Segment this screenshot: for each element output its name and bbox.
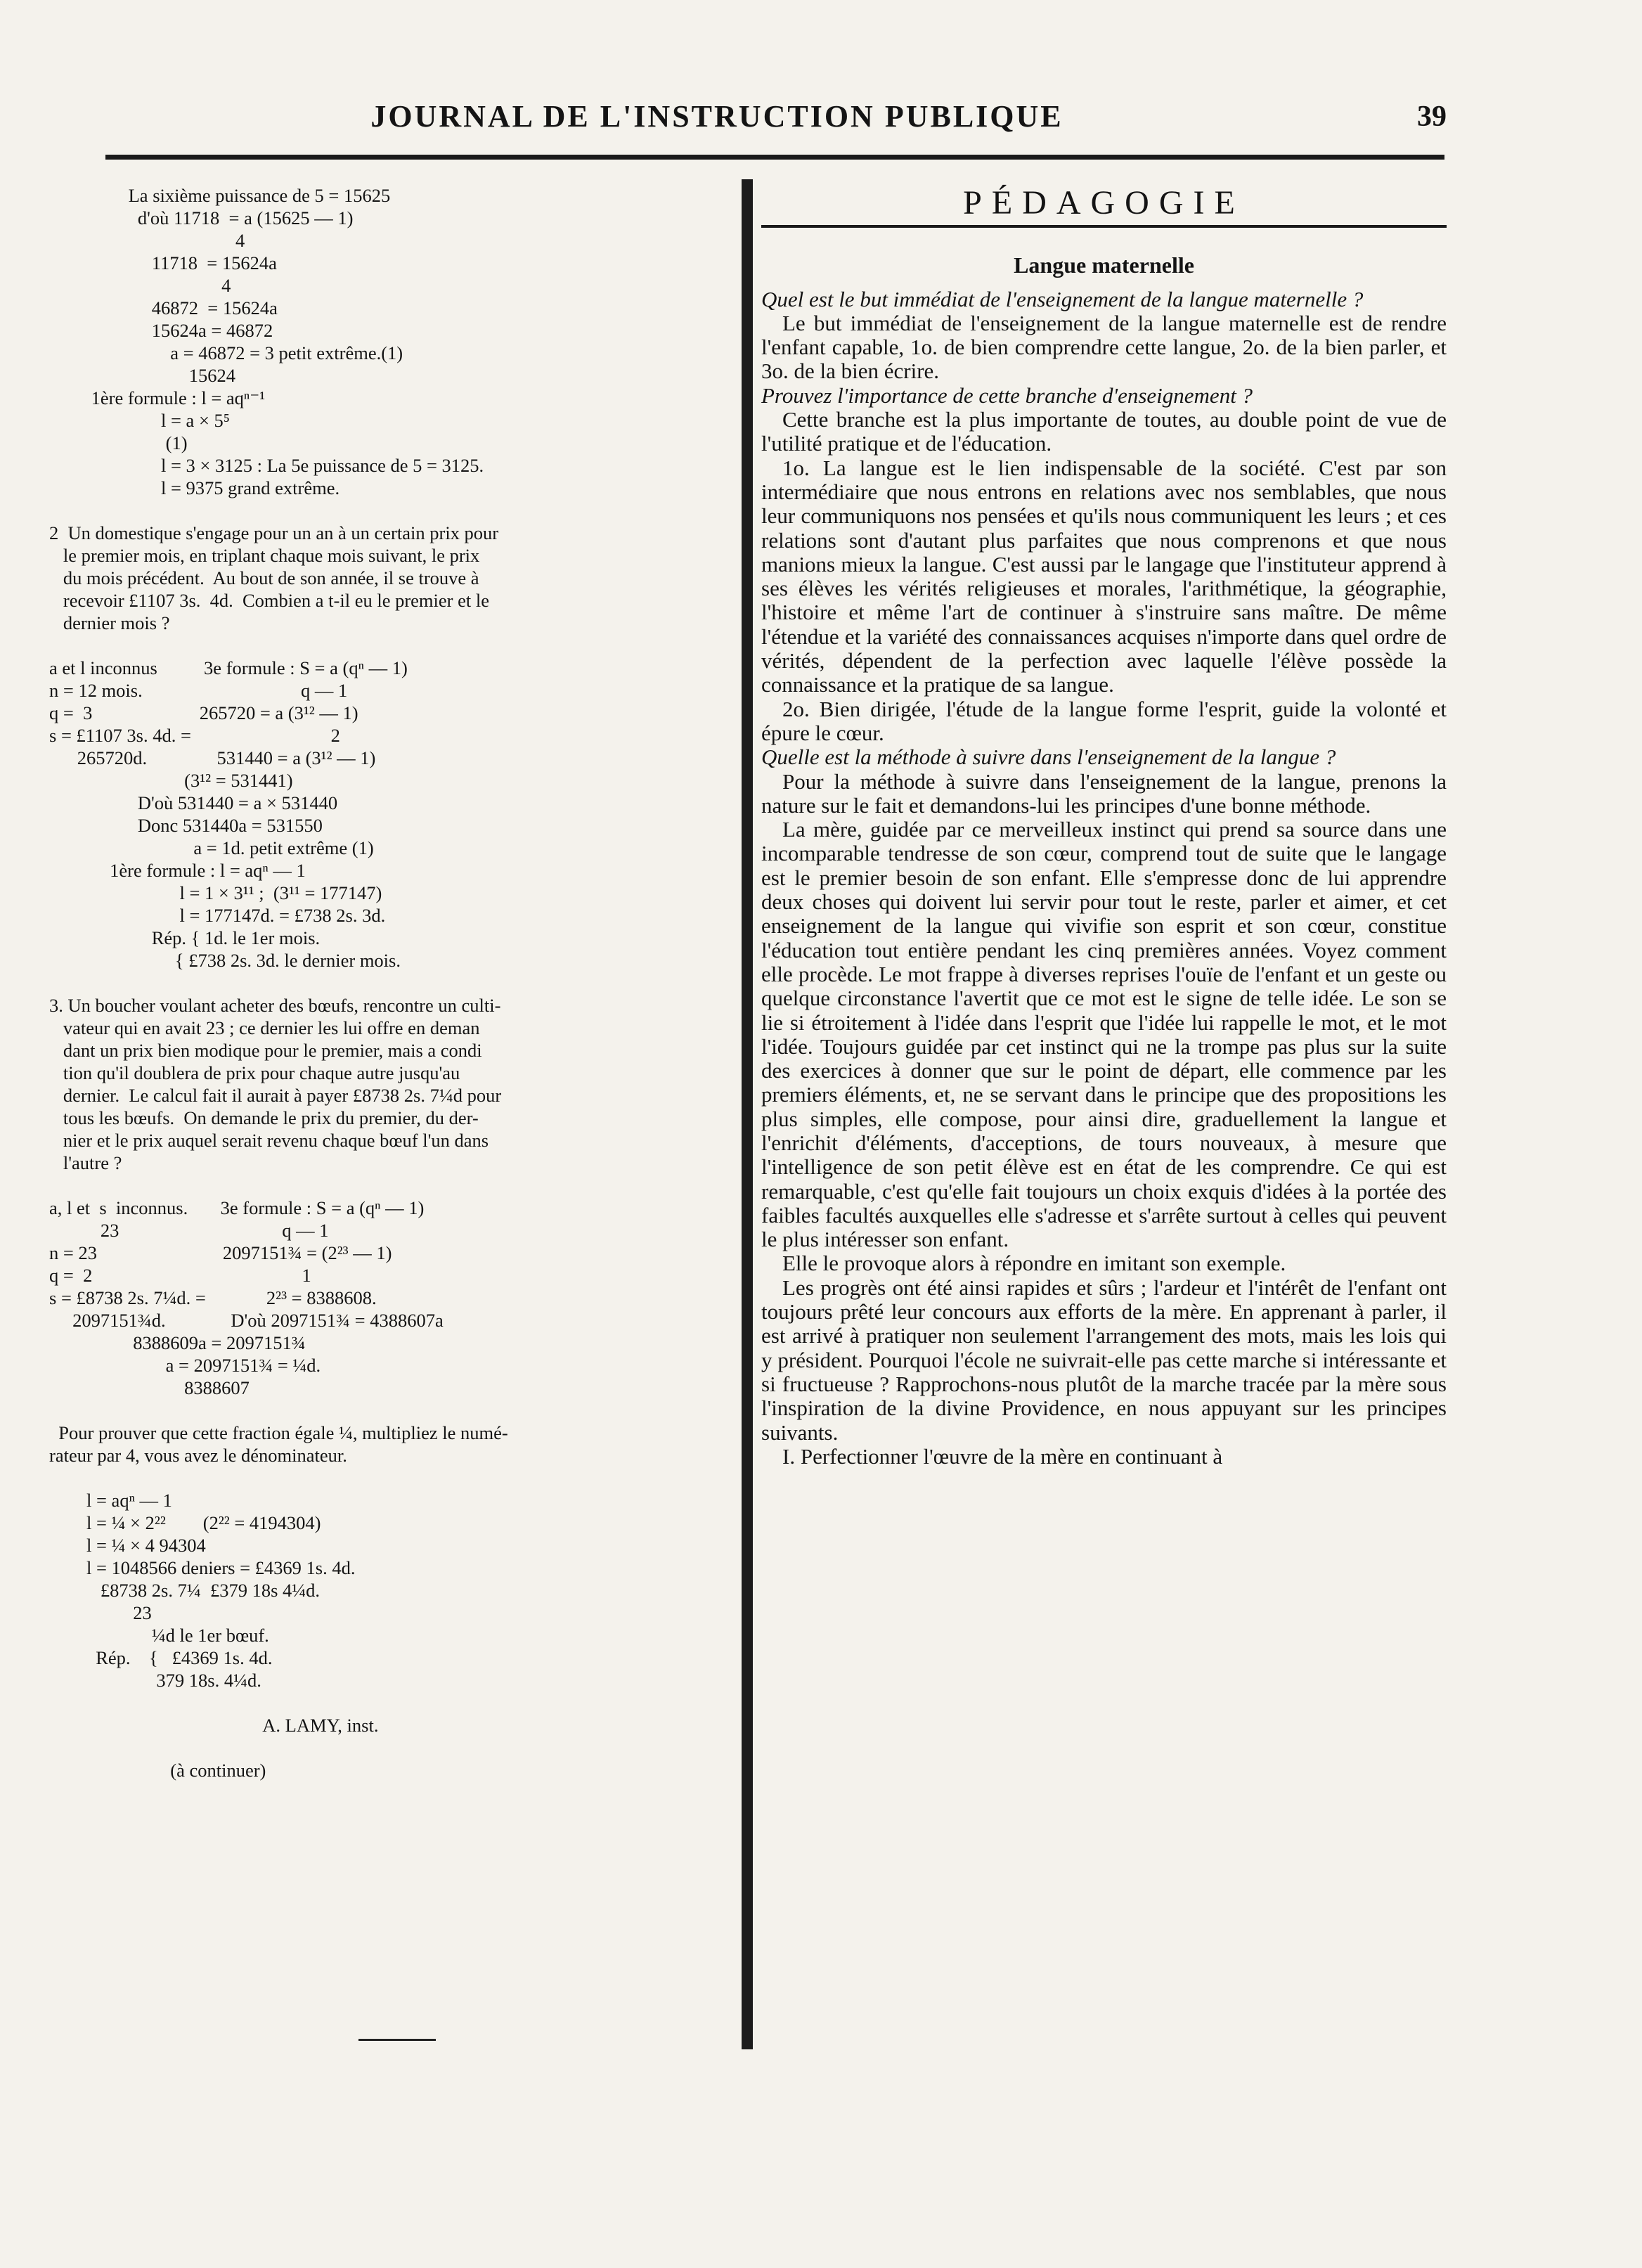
math-line: l = 177147d. = £738 2s. 3d. xyxy=(49,905,386,926)
math-line xyxy=(49,1467,745,1489)
paragraph: Cette branche est la plus importante de toutes, au double point de vue de l'utilité pratique et de l'éducation. xyxy=(761,407,1447,456)
math-line: tion qu'il doublera de prix pour chaque autre jusqu'au xyxy=(49,1062,460,1083)
math-line: Pour prouver que cette fraction égale ¼, multipliez le numé- xyxy=(49,1422,508,1443)
math-line: (à continuer) xyxy=(49,1760,266,1781)
section-title: PÉDAGOGIE xyxy=(963,184,1245,221)
paragraph: Les progrès ont été ainsi rapides et sûrs ; l'ardeur et l'intérêt de l'enfant ont toujours prêté leur concours aux efforts de la mère. En apprenant à parler, il est arrivé à pratiquer non seulement l'arrangement des mots, mais les lois qui y président. Pourquoi l'école ne suivrait-elle pas cette marche si intéressante et si fructueuse ? Rapprochons-nous plutôt de la marche tracée par la mère sous l'inspiration de la divine Providence, en nous appuyant sur les principes suivants. xyxy=(761,1275,1447,1445)
math-line xyxy=(49,499,745,522)
math-line: l = aqⁿ — 1 xyxy=(49,1490,172,1511)
math-line: Rép. { £4369 1s. 4d. xyxy=(49,1647,273,1668)
math-line: 8388609a = 2097151¾ xyxy=(49,1332,306,1353)
paragraph: La mère, guidée par ce merveilleux instinct qui prend sa source dans une incomparable tendresse de son cœur, comprend tout de suite que le langage est le premier besoin de son enfant. Elle s'empresse donc de lui apprendre deux choses qui doivent lui servir pour tout le reste, parler et aimer, et cet enseignement de la langue qui vivifie son esprit et son cœur, constitue l'éducation tout entière pendant les cinq premières années. Voyez comment elle procède. Le mot frappe à diverses reprises l'ouïe de l'enfant et un geste ou quelque circonstance l'avertit que ce mot est le signe de telle idée. Le son se lie si étroitement à l'idée dans l'esprit que l'idée lui rappelle le mot, et le mot l'idée. Toujours guidée par cet instinct qui ne la trompe pas plus sur la suite des exercices à donner que sur le point de départ, elle commence par les premiers éléments, et, ne se servant dans le principe que des propositions les plus simples, elle compose, pour ainsi dire, graduellement la langue et l'enrichit d'éléments, d'acceptions, de tours nouveaux, à mesure que l'intelligence de son petit élève est en état de les comprendre. Ce qui est remarquable, c'est qu'elle fait toujours un choix exquis d'idées à la portée des faibles facultés auxquelles elle s'adresse et s'arrête surtout à celles qui peuvent le plus intéresser son enfant. xyxy=(761,817,1447,1252)
math-line: A. LAMY, inst. xyxy=(49,1715,379,1736)
math-line: s = £1107 3s. 4d. = 2 xyxy=(49,725,340,746)
math-line: l = 3 × 3125 : La 5e puissance de 5 = 3125. xyxy=(49,455,484,476)
math-line: l = ¼ × 2²² (2²² = 4194304) xyxy=(49,1512,321,1533)
math-line: 15624a = 46872 xyxy=(49,320,273,341)
paragraph: Elle le provoque alors à répondre en imitant son exemple. xyxy=(782,1251,1286,1276)
math-line: ¼d le 1er bœuf. xyxy=(49,1625,269,1646)
math-line: l = 9375 grand extrême. xyxy=(49,477,340,498)
math-line: 1ère formule : l = aqⁿ — 1 xyxy=(49,860,306,881)
math-line: 15624 xyxy=(49,365,235,386)
page-header xyxy=(0,98,1642,148)
math-line: 2 Un domestique s'engage pour un an à un certain prix pour xyxy=(49,522,499,543)
math-line: dant un prix bien modique pour le premier, mais a condi xyxy=(49,1040,482,1061)
math-line: dernier. Le calcul fait il aurait à payer £8738 2s. 7¼d pour xyxy=(49,1085,502,1106)
math-line: vateur qui en avait 23 ; ce dernier les lui offre en deman xyxy=(49,1017,480,1038)
math-line: 265720d. 531440 = a (3¹² — 1) xyxy=(49,747,376,768)
question: Quelle est la méthode à suivre dans l'enseignement de la langue ? xyxy=(761,745,1336,770)
article-subtitle: Langue maternelle xyxy=(1014,252,1194,278)
math-line: l = ¼ × 4 94304 xyxy=(49,1535,206,1556)
math-line: 2097151¾d. D'où 2097151¾ = 4388607a xyxy=(49,1310,444,1331)
math-line: n = 23 2097151¾ = (2²³ — 1) xyxy=(49,1242,392,1263)
math-line: du mois précédent. Au bout de son année, il se trouve à xyxy=(49,567,479,588)
question: Quel est le but immédiat de l'enseignement de la langue maternelle ? xyxy=(761,286,1364,311)
right-column-article xyxy=(761,184,1447,1469)
math-line: nier et le prix auquel serait revenu chaque bœuf l'un dans xyxy=(49,1130,489,1151)
left-column-math xyxy=(49,184,745,1781)
math-line: 379 18s. 4¼d. xyxy=(49,1670,261,1691)
math-line xyxy=(49,972,745,994)
math-line: a et l inconnus 3e formule : S = a (qⁿ — 1) xyxy=(49,657,408,678)
paragraph: 1o. La langue est le lien indispensable de la société. C'est par son intermédiaire que nous entrons en relations avec nos semblables, que nous leur communiquons nos pensées et qu'ils nous communiquent les leurs ; et ces relations sont d'autant plus parfaites que nous comprenons et que nous manions mieux la langue. C'est aussi par le langage que l'instituteur apprend à ses élèves les vérités religieuses et morales, l'arithmétique, la géographie, l'histoire et même l'art de continuer à s'instruire sans maître. De même l'étendue et la variété des connaissances acquises n'importe dans quel ordre de vérités, dépendent de la perfection avec laquelle l'élève possède la connaissance et la pratique de sa langue. xyxy=(761,455,1447,697)
math-line: Donc 531440a = 531550 xyxy=(49,815,323,836)
math-line: (3¹² = 531441) xyxy=(49,770,293,791)
column-divider xyxy=(742,179,753,2049)
math-line: a = 2097151¾ = ¼d. xyxy=(49,1355,321,1376)
math-line: 11718 = 15624a xyxy=(49,252,277,273)
end-rule xyxy=(358,2039,436,2041)
paragraph: Le but immédiat de l'enseignement de la langue maternelle est de rendre l'enfant capable, 1o. de bien comprendre cette langue, 2o. de la bien parler, et 3o. de la bien écrire. xyxy=(761,310,1447,384)
math-line: rateur par 4, vous avez le dénominateur. xyxy=(49,1445,347,1466)
header-rule xyxy=(105,155,1444,160)
math-line xyxy=(49,1399,745,1422)
math-line: l = 1 × 3¹¹ ; (3¹¹ = 177147) xyxy=(49,882,382,903)
journal-title: JOURNAL DE L'INSTRUCTION PUBLIQUE xyxy=(370,99,1064,134)
math-line: dernier mois ? xyxy=(49,612,170,633)
page-number: 39 xyxy=(1417,101,1447,133)
question: Prouvez l'importance de cette branche d'enseignement ? xyxy=(761,382,1253,408)
math-line: { £738 2s. 3d. le dernier mois. xyxy=(49,950,401,971)
math-line: 46872 = 15624a xyxy=(49,297,278,318)
math-line: s = £8738 2s. 7¼d. = 2²³ = 8388608. xyxy=(49,1287,377,1308)
math-line: le premier mois, en triplant chaque mois suivant, le prix xyxy=(49,545,480,566)
paragraph: I. Perfectionner l'œuvre de la mère en continuant à xyxy=(782,1443,1223,1469)
math-line: a, l et s inconnus. 3e formule : S = a (qⁿ — 1) xyxy=(49,1197,425,1218)
paragraph: 2o. Bien dirigée, l'étude de la langue forme l'esprit, guide la volonté et épure le cœur. xyxy=(761,696,1447,745)
math-line: recevoir £1107 3s. 4d. Combien a t-il eu le premier et le xyxy=(49,590,489,611)
math-line: q = 3 265720 = a (3¹² — 1) xyxy=(49,702,358,723)
math-line: l = 1048566 deniers = £4369 1s. 4d. xyxy=(49,1557,356,1578)
math-line: 1ère formule : l = aqⁿ⁻¹ xyxy=(49,387,266,408)
paragraph: Pour la méthode à suivre dans l'enseignement de la langue, prenons la nature sur le fait et demandons-lui les principes d'une bonne méthode. xyxy=(761,768,1447,818)
math-line: Rép. { 1d. le 1er mois. xyxy=(49,927,321,948)
math-line xyxy=(49,1174,745,1197)
section-rule xyxy=(761,225,1447,228)
math-line: n = 12 mois. q — 1 xyxy=(49,680,348,701)
math-line: 3. Un boucher voulant acheter des bœufs, rencontre un culti- xyxy=(49,995,501,1016)
math-line: (1) xyxy=(49,432,188,453)
math-line xyxy=(49,1692,745,1714)
math-line: 4 xyxy=(49,230,245,251)
math-line xyxy=(49,634,745,657)
math-line: D'où 531440 = a × 531440 xyxy=(49,792,338,813)
math-line: 23 q — 1 xyxy=(49,1220,329,1241)
math-line: l'autre ? xyxy=(49,1152,122,1173)
math-line xyxy=(49,1737,745,1759)
math-line: q = 2 1 xyxy=(49,1265,311,1286)
math-line: La sixième puissance de 5 = 15625 xyxy=(49,185,391,206)
math-line: a = 1d. petit extrême (1) xyxy=(49,837,374,858)
math-line: l = a × 5⁵ xyxy=(49,410,231,431)
math-line: d'où 11718 = a (15625 — 1) xyxy=(49,207,354,228)
math-line: £8738 2s. 7¼ £379 18s 4¼d. xyxy=(49,1580,321,1601)
article-body xyxy=(761,288,1447,1469)
math-line: tous les bœufs. On demande le prix du premier, du der- xyxy=(49,1107,479,1128)
math-line: 4 xyxy=(49,275,231,296)
math-line: a = 46872 = 3 petit extrême.(1) xyxy=(49,342,403,363)
math-line: 8388607 xyxy=(49,1377,250,1398)
math-line: 23 xyxy=(49,1602,152,1623)
